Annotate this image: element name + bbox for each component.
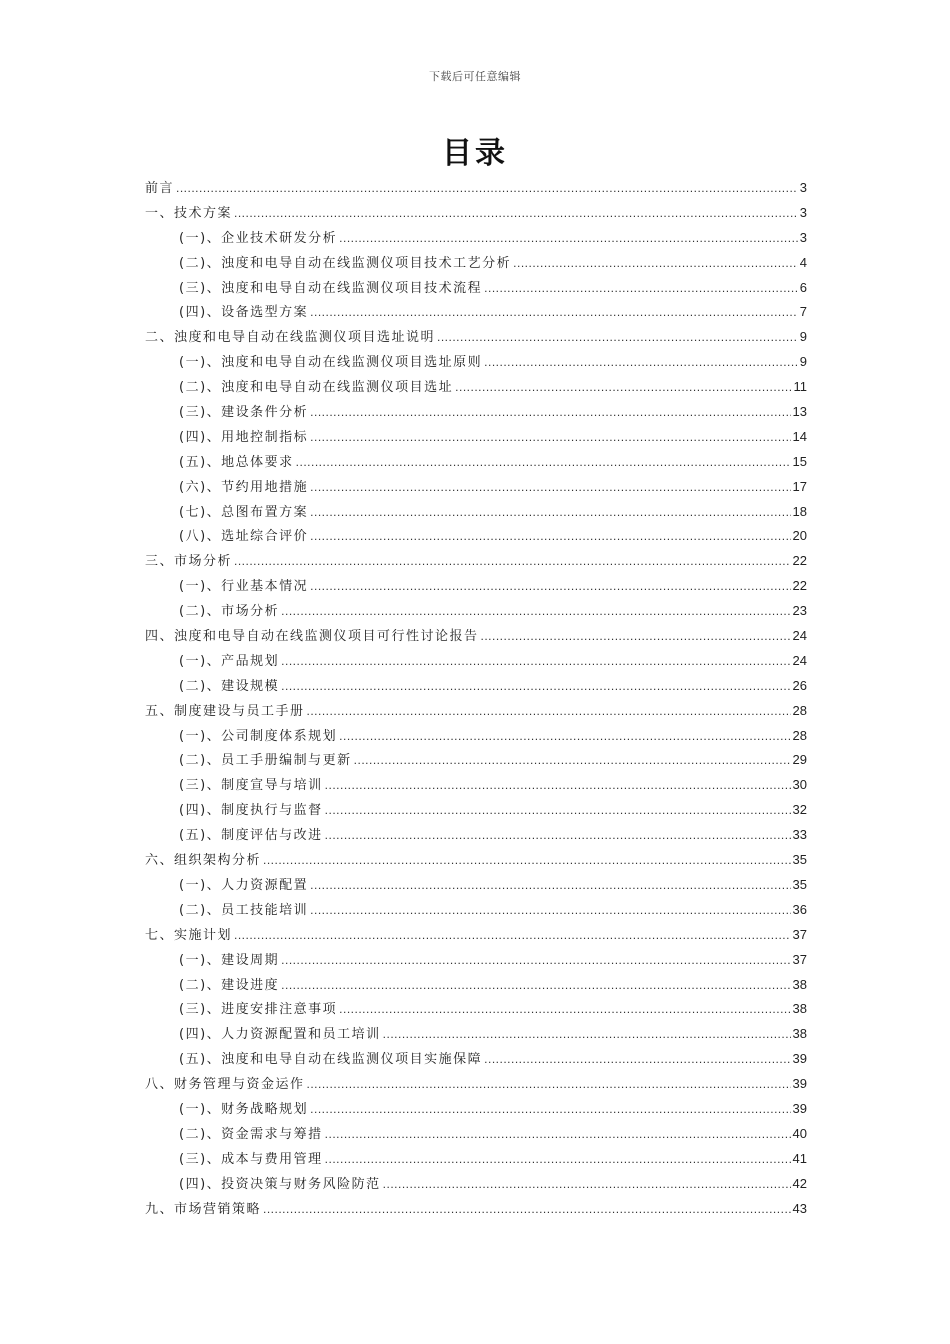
toc-entry-page-number: 35: [792, 852, 807, 868]
toc-dot-leader: [234, 549, 791, 574]
toc-entry-label: (三)、进度安排注意事项: [179, 1002, 338, 1018]
toc-entry-label: (二)、浊度和电导自动在线监测仪项目技术工艺分析: [179, 255, 512, 271]
toc-entry-label: 七、实施计划: [145, 927, 233, 943]
toc-entry[interactable]: [145, 1047, 807, 1072]
toc-entry-label: (四)、投资决策与财务风险防范: [179, 1176, 381, 1192]
toc-dot-leader: [263, 1197, 791, 1222]
toc-entry-page-number: 42: [792, 1175, 807, 1191]
toc-entry-label: (四)、制度执行与监督: [179, 803, 323, 819]
page-title: 目录: [442, 136, 508, 171]
toc-entry-label: (五)、地总体要求: [179, 454, 294, 470]
toc-entry-page-number: 9: [799, 354, 807, 370]
toc-entry[interactable]: [145, 450, 807, 475]
toc-entry-page-number: 26: [792, 677, 807, 693]
toc-entry-page-number: 41: [792, 1150, 807, 1166]
toc-entry-page-number: 40: [792, 1125, 807, 1141]
toc-entry-page-number: 11: [793, 379, 807, 395]
toc-dot-leader: [383, 1172, 791, 1197]
toc-dot-leader: [281, 599, 790, 624]
toc-entry[interactable]: [145, 649, 807, 674]
toc-dot-leader: [310, 873, 790, 898]
toc-entry-label: (六)、节约用地措施: [179, 479, 309, 495]
toc-entry[interactable]: [145, 1172, 807, 1197]
toc-entry-label: (一)、行业基本情况: [179, 579, 309, 595]
toc-entry[interactable]: [145, 873, 807, 898]
toc-entry[interactable]: [145, 300, 807, 325]
toc-entry[interactable]: [145, 624, 807, 649]
toc-entry[interactable]: [145, 1072, 807, 1097]
toc-entry[interactable]: [145, 400, 807, 425]
toc-entry-page-number: 22: [792, 578, 807, 594]
toc-entry-label: (八)、选址综合评价: [179, 529, 309, 545]
toc-dot-leader: [513, 251, 798, 276]
toc-entry-label: (一)、企业技术研发分析: [179, 230, 338, 246]
toc-entry-page-number: 36: [792, 901, 807, 917]
toc-entry-label: (四)、设备选型方案: [179, 305, 309, 321]
toc-entry-page-number: 37: [792, 951, 807, 967]
toc-entry-label: (三)、成本与费用管理: [179, 1151, 323, 1167]
toc-entry[interactable]: [145, 823, 807, 848]
toc-entry-page-number: 23: [792, 603, 807, 619]
toc-dot-leader: [307, 699, 791, 724]
toc-entry[interactable]: [145, 1122, 807, 1147]
toc-dot-leader: [310, 500, 790, 525]
toc-entry[interactable]: [145, 375, 807, 400]
toc-dot-leader: [310, 400, 790, 425]
toc-dot-leader: [310, 1097, 790, 1122]
toc-dot-leader: [281, 674, 790, 699]
toc-entry-label: (五)、浊度和电导自动在线监测仪项目实施保障: [179, 1052, 483, 1068]
toc-entry-page-number: 39: [792, 1100, 807, 1116]
toc-dot-leader: [325, 798, 791, 823]
toc-dot-leader: [339, 724, 790, 749]
toc-entry[interactable]: [145, 425, 807, 450]
toc-entry[interactable]: [145, 574, 807, 599]
toc-entry-page-number: 38: [792, 1001, 807, 1017]
toc-entry-page-number: 22: [792, 553, 807, 569]
toc-entry-page-number: 15: [792, 453, 807, 469]
toc-entry[interactable]: [145, 176, 807, 201]
toc-entry-label: (四)、人力资源配置和员工培训: [179, 1027, 381, 1043]
toc-entry-label: 三、市场分析: [145, 554, 233, 570]
toc-entry[interactable]: [145, 1147, 807, 1172]
toc-dot-leader: [455, 375, 791, 400]
toc-entry[interactable]: [145, 549, 807, 574]
toc-dot-leader: [307, 1072, 791, 1097]
toc-entry-label: (三)、建设条件分析: [179, 405, 309, 421]
toc-entry-label: (四)、用地控制指标: [179, 429, 309, 445]
toc-dot-leader: [296, 450, 791, 475]
toc-entry-label: 一、技术方案: [145, 205, 233, 221]
toc-dot-leader: [281, 649, 790, 674]
toc-entry-label: (一)、产品规划: [179, 653, 280, 669]
toc-dot-leader: [310, 425, 790, 450]
toc-entry-page-number: 43: [792, 1200, 807, 1216]
toc-entry-page-number: 38: [792, 976, 807, 992]
toc-dot-leader: [234, 923, 791, 948]
toc-entry-label: 九、市场营销策略: [145, 1201, 262, 1217]
toc-entry[interactable]: [145, 724, 807, 749]
header-note: 下载后可任意编辑: [429, 70, 521, 83]
toc-dot-leader: [484, 276, 798, 301]
toc-entry-label: (一)、建设周期: [179, 952, 280, 968]
toc-entry-page-number: 39: [792, 1076, 807, 1092]
toc-entry-page-number: 35: [792, 876, 807, 892]
toc-dot-leader: [310, 524, 790, 549]
toc-entry[interactable]: [145, 848, 807, 873]
toc-dot-leader: [281, 973, 790, 998]
toc-dot-leader: [310, 574, 790, 599]
toc-entry-page-number: 28: [792, 727, 807, 743]
toc-dot-leader: [339, 226, 798, 251]
toc-entry-label: 五、制度建设与员工手册: [145, 703, 305, 719]
toc-entry[interactable]: [145, 325, 807, 350]
toc-entry-page-number: 37: [792, 926, 807, 942]
toc-entry[interactable]: [145, 674, 807, 699]
toc-entry-label: (二)、浊度和电导自动在线监测仪项目选址: [179, 380, 454, 396]
toc-dot-leader: [484, 1047, 790, 1072]
toc-entry-label: (一)、公司制度体系规划: [179, 728, 338, 744]
toc-entry-label: 八、财务管理与资金运作: [145, 1077, 305, 1093]
toc-entry[interactable]: [145, 948, 807, 973]
toc-entry-label: (二)、资金需求与筹措: [179, 1126, 323, 1142]
toc-entry-label: (二)、员工手册编制与更新: [179, 753, 352, 769]
table-of-contents: [145, 176, 807, 1221]
toc-entry-page-number: 3: [799, 180, 807, 195]
toc-entry[interactable]: [145, 500, 807, 525]
toc-dot-leader: [281, 948, 790, 973]
toc-entry-page-number: 24: [792, 652, 807, 668]
toc-entry-label: (一)、人力资源配置: [179, 877, 309, 893]
toc-entry-page-number: 3: [799, 229, 807, 245]
toc-dot-leader: [234, 201, 798, 226]
toc-entry-label: (一)、浊度和电导自动在线监测仪项目选址原则: [179, 355, 483, 371]
toc-entry-page-number: 14: [792, 428, 807, 444]
toc-dot-leader: [484, 350, 798, 375]
toc-entry-label: (五)、制度评估与改进: [179, 828, 323, 844]
toc-entry[interactable]: [145, 997, 807, 1022]
toc-entry[interactable]: [145, 524, 807, 549]
toc-entry-label: (二)、市场分析: [179, 604, 280, 620]
toc-entry-label: (三)、制度宣导与培训: [179, 778, 323, 794]
toc-entry-page-number: 13: [792, 404, 807, 420]
toc-entry[interactable]: [145, 798, 807, 823]
toc-entry[interactable]: [145, 898, 807, 923]
toc-entry[interactable]: [145, 773, 807, 798]
toc-dot-leader: [383, 1022, 791, 1047]
toc-dot-leader: [437, 325, 798, 350]
toc-entry[interactable]: [145, 475, 807, 500]
toc-entry[interactable]: [145, 1197, 807, 1222]
toc-entry-page-number: 32: [792, 802, 807, 818]
toc-dot-leader: [339, 997, 790, 1022]
toc-entry[interactable]: [145, 973, 807, 998]
toc-entry-page-number: 17: [792, 478, 807, 494]
toc-entry-label: 前言: [145, 181, 175, 196]
toc-entry-page-number: 39: [792, 1051, 807, 1067]
toc-entry-page-number: 20: [792, 528, 807, 544]
toc-dot-leader: [176, 176, 798, 201]
toc-entry-label: (二)、员工技能培训: [179, 902, 309, 918]
toc-dot-leader: [481, 624, 791, 649]
toc-entry[interactable]: [145, 350, 807, 375]
toc-entry[interactable]: [145, 748, 807, 773]
toc-entry-label: (三)、浊度和电导自动在线监测仪项目技术流程: [179, 280, 483, 296]
toc-entry-page-number: 4: [799, 254, 807, 270]
toc-entry-label: (二)、建设规模: [179, 678, 280, 694]
toc-dot-leader: [354, 748, 791, 773]
toc-entry[interactable]: [145, 251, 807, 276]
toc-dot-leader: [310, 898, 790, 923]
toc-entry[interactable]: [145, 1022, 807, 1047]
toc-entry-label: (一)、财务战略规划: [179, 1101, 309, 1117]
toc-entry[interactable]: [145, 276, 807, 301]
toc-entry-label: (二)、建设进度: [179, 977, 280, 993]
toc-dot-leader: [325, 1147, 791, 1172]
toc-entry-page-number: 24: [792, 628, 807, 644]
toc-entry-label: 二、浊度和电导自动在线监测仪项目选址说明: [145, 330, 436, 346]
toc-entry-page-number: 9: [799, 329, 807, 345]
toc-dot-leader: [310, 475, 790, 500]
toc-entry-label: (七)、总图布置方案: [179, 504, 309, 520]
toc-dot-leader: [263, 848, 791, 873]
toc-entry[interactable]: [145, 699, 807, 724]
toc-entry-page-number: 3: [799, 204, 807, 220]
toc-entry[interactable]: [145, 923, 807, 948]
toc-dot-leader: [325, 773, 791, 798]
toc-dot-leader: [310, 300, 798, 325]
toc-entry-page-number: 33: [792, 827, 807, 843]
toc-entry[interactable]: [145, 1097, 807, 1122]
toc-entry[interactable]: [145, 201, 807, 226]
toc-entry-page-number: 6: [799, 279, 807, 295]
toc-entry[interactable]: [145, 226, 807, 251]
toc-entry-page-number: 38: [792, 1026, 807, 1042]
toc-entry-page-number: 28: [792, 702, 807, 718]
toc-entry-label: 六、组织架构分析: [145, 853, 262, 869]
toc-entry-page-number: 18: [792, 503, 807, 519]
toc-entry-page-number: 7: [799, 304, 807, 320]
toc-entry[interactable]: [145, 599, 807, 624]
toc-entry-page-number: 29: [792, 752, 807, 768]
toc-dot-leader: [325, 823, 791, 848]
toc-entry-label: 四、浊度和电导自动在线监测仪项目可行性讨论报告: [145, 629, 479, 645]
toc-dot-leader: [325, 1122, 791, 1147]
toc-entry-page-number: 30: [792, 777, 807, 793]
